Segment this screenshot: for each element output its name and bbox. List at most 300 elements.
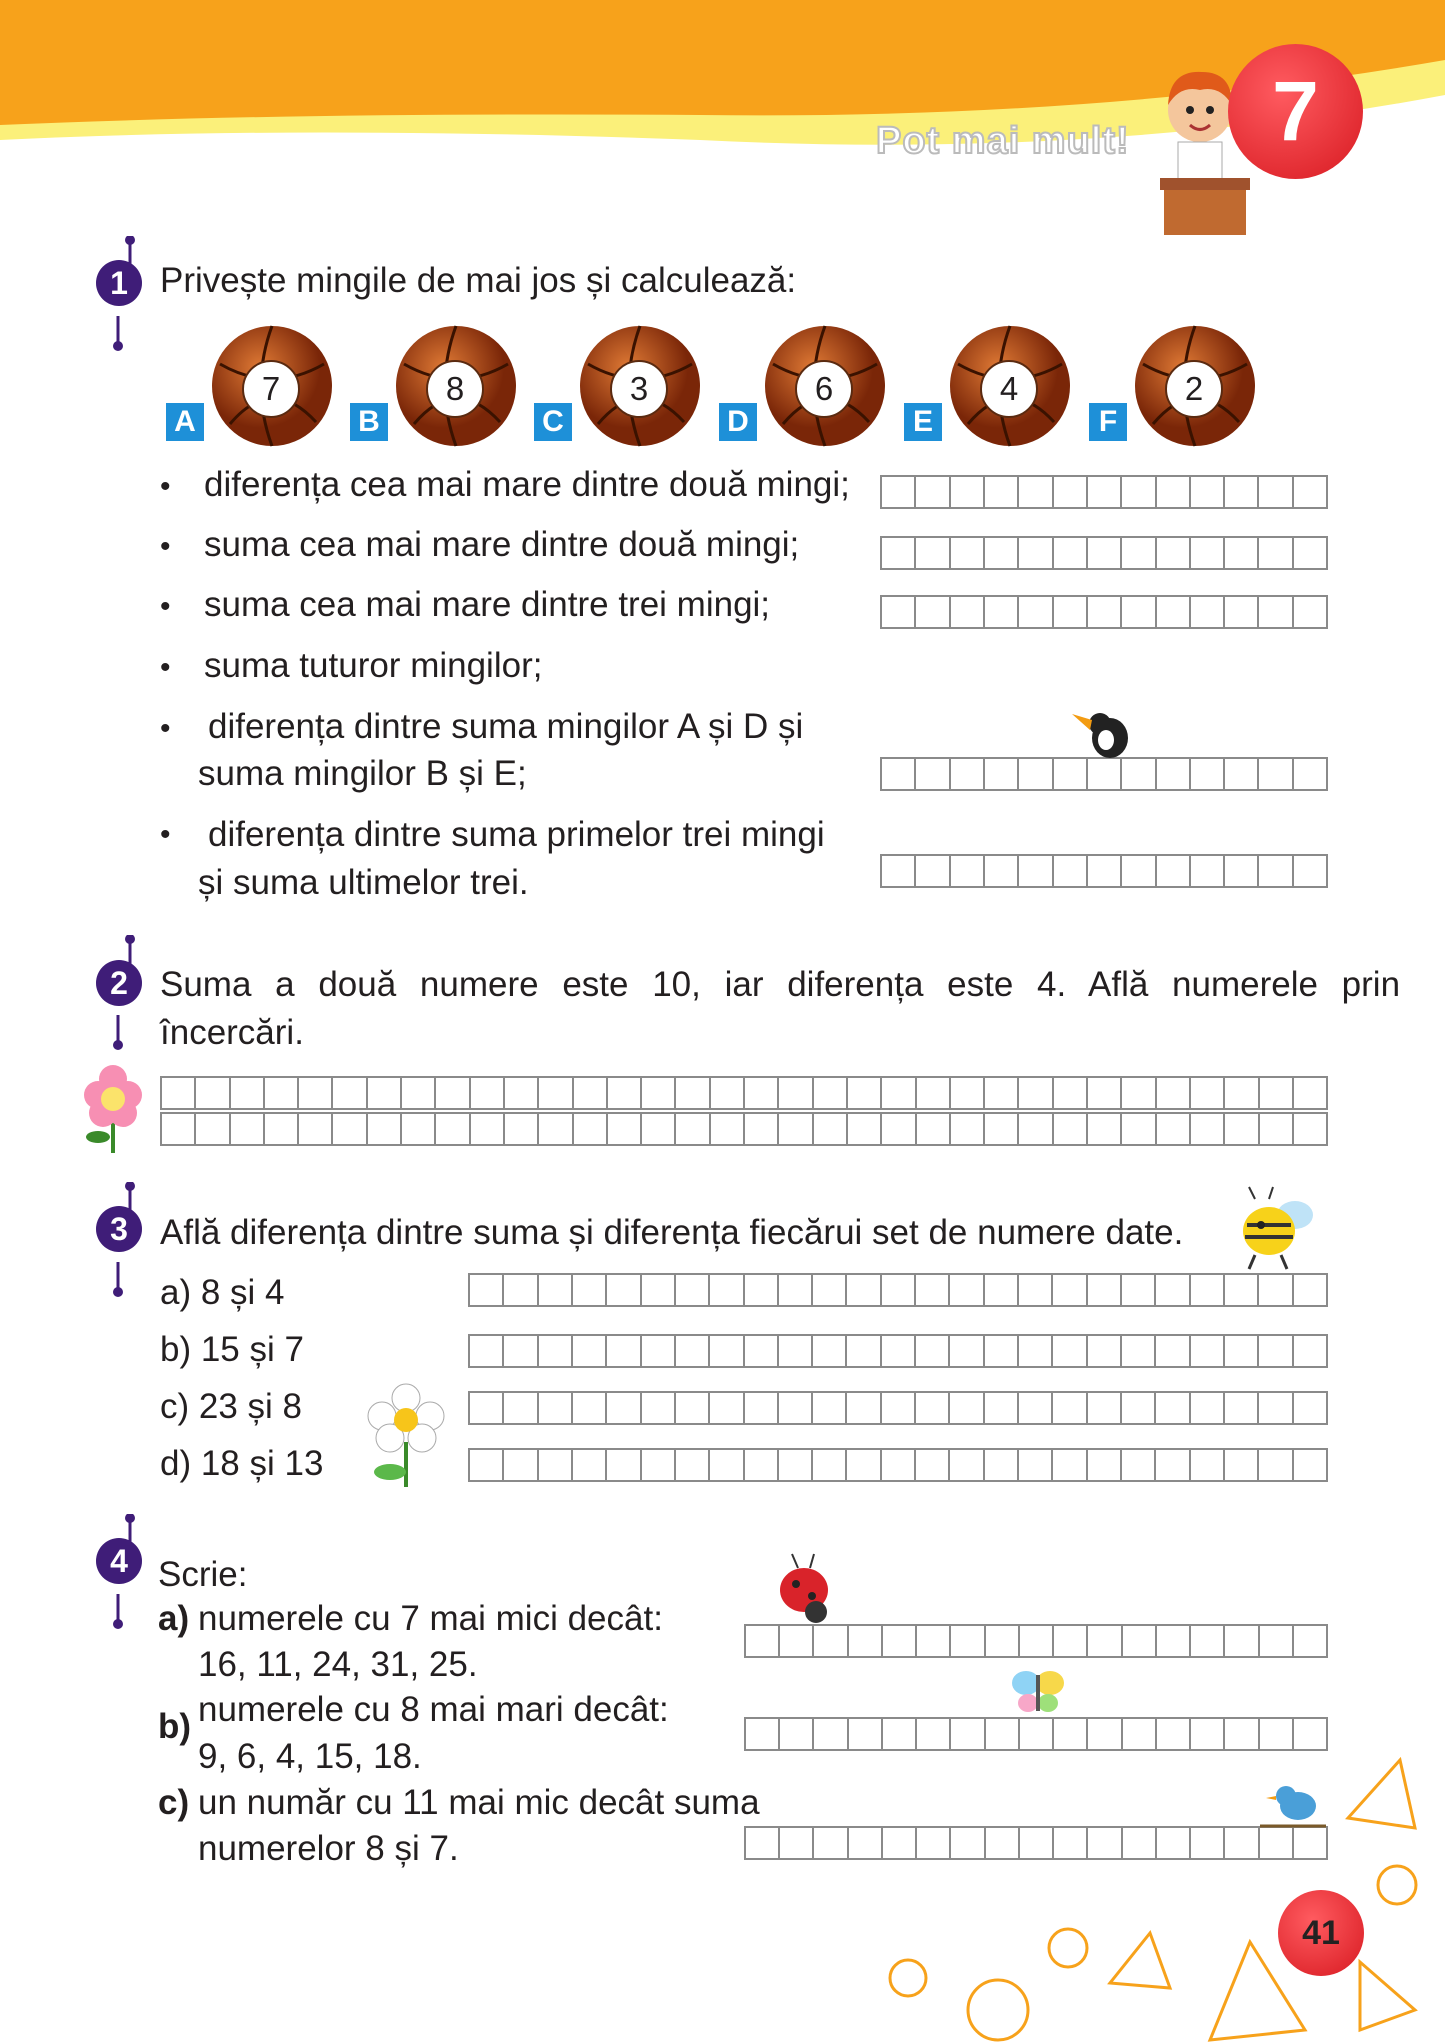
grid-cell[interactable] bbox=[265, 1114, 299, 1144]
grid-cell[interactable] bbox=[162, 1114, 196, 1144]
grid-cell[interactable] bbox=[1053, 1450, 1087, 1480]
grid-cell[interactable] bbox=[1294, 1275, 1326, 1305]
grid-cell[interactable] bbox=[917, 1114, 951, 1144]
grid-cell[interactable] bbox=[916, 1275, 950, 1305]
grid-cell[interactable] bbox=[1053, 1275, 1087, 1305]
answer-grid[interactable] bbox=[880, 854, 1328, 888]
grid-cell[interactable] bbox=[1122, 597, 1156, 627]
ex3-item: a) 8 și 4 bbox=[160, 1273, 285, 1312]
grid-cell[interactable] bbox=[916, 1393, 950, 1423]
grid-cell[interactable] bbox=[1020, 1626, 1054, 1656]
grid-cell[interactable] bbox=[882, 597, 916, 627]
grid-cell[interactable] bbox=[573, 1450, 607, 1480]
grid-cell[interactable] bbox=[1088, 477, 1122, 507]
ball-label: E bbox=[904, 403, 942, 441]
grid-cell[interactable] bbox=[1053, 1336, 1087, 1366]
grid-cell[interactable] bbox=[1053, 1393, 1087, 1423]
grid-cell[interactable] bbox=[1225, 1393, 1259, 1423]
grid-cell[interactable] bbox=[916, 856, 950, 886]
grid-cell[interactable] bbox=[1123, 1626, 1157, 1656]
grid-cell[interactable] bbox=[470, 1336, 504, 1366]
grid-cell[interactable] bbox=[1259, 1275, 1293, 1305]
grid-cell[interactable] bbox=[642, 1114, 676, 1144]
grid-cell[interactable] bbox=[985, 1393, 1019, 1423]
grid-cell[interactable] bbox=[642, 1393, 676, 1423]
grid-cell[interactable] bbox=[1054, 856, 1088, 886]
grid-cell[interactable] bbox=[231, 1078, 265, 1108]
grid-cell[interactable] bbox=[1122, 1275, 1156, 1305]
grid-cell[interactable] bbox=[985, 597, 1019, 627]
grid-cell[interactable] bbox=[1191, 597, 1225, 627]
grid-cell[interactable] bbox=[539, 1450, 573, 1480]
grid-cell[interactable] bbox=[813, 1336, 847, 1366]
grid-cell[interactable] bbox=[779, 1078, 813, 1108]
ball-label: C bbox=[534, 403, 572, 441]
grid-cell[interactable] bbox=[950, 1393, 984, 1423]
grid-cell[interactable] bbox=[950, 1336, 984, 1366]
grid-cell[interactable] bbox=[1294, 597, 1326, 627]
grid-cell[interactable] bbox=[299, 1078, 333, 1108]
grid-cell[interactable] bbox=[1191, 1450, 1225, 1480]
grid-cell[interactable] bbox=[882, 1450, 916, 1480]
grid-cell[interactable] bbox=[1294, 856, 1326, 886]
grid-cell[interactable] bbox=[882, 1078, 916, 1108]
grid-cell[interactable] bbox=[539, 1078, 573, 1108]
grid-cell[interactable] bbox=[813, 1393, 847, 1423]
grid-cell[interactable] bbox=[368, 1114, 402, 1144]
grid-cell[interactable] bbox=[1088, 1275, 1122, 1305]
grid-cell[interactable] bbox=[985, 1275, 1019, 1305]
grid-cell[interactable] bbox=[1259, 856, 1293, 886]
grid-cell[interactable] bbox=[847, 1336, 881, 1366]
decorative-shapes bbox=[880, 1730, 1445, 2043]
grid-cell[interactable] bbox=[951, 759, 985, 789]
grid-cell[interactable] bbox=[1156, 1393, 1190, 1423]
grid-cell[interactable] bbox=[196, 1114, 230, 1144]
grid-cell[interactable] bbox=[951, 1078, 985, 1108]
grid-cell[interactable] bbox=[916, 477, 950, 507]
bullet-icon: • bbox=[160, 712, 171, 745]
grid-cell[interactable] bbox=[1122, 1336, 1156, 1366]
grid-cell[interactable] bbox=[746, 1719, 780, 1749]
grid-cell[interactable] bbox=[471, 1114, 505, 1144]
grid-cell[interactable] bbox=[917, 1626, 951, 1656]
ball-value: 4 bbox=[980, 360, 1038, 418]
answer-grid[interactable] bbox=[880, 475, 1328, 509]
grid-cell[interactable] bbox=[1122, 538, 1156, 568]
grid-cell[interactable] bbox=[985, 856, 1019, 886]
grid-cell[interactable] bbox=[711, 1078, 745, 1108]
grid-cell[interactable] bbox=[1122, 1393, 1156, 1423]
grid-cell[interactable] bbox=[1259, 538, 1293, 568]
grid-cell[interactable] bbox=[1225, 1078, 1259, 1108]
answer-grid[interactable] bbox=[468, 1273, 1328, 1307]
grid-cell[interactable] bbox=[470, 1275, 504, 1305]
grid-cell[interactable] bbox=[780, 1719, 814, 1749]
grid-cell[interactable] bbox=[745, 1336, 779, 1366]
grid-cell[interactable] bbox=[950, 1275, 984, 1305]
grid-cell[interactable] bbox=[573, 1393, 607, 1423]
grid-cell[interactable] bbox=[1191, 1114, 1225, 1144]
ex3-item: c) 23 și 8 bbox=[160, 1387, 302, 1426]
grid-cell[interactable] bbox=[574, 1114, 608, 1144]
grid-cell[interactable] bbox=[710, 1393, 744, 1423]
answer-grid[interactable] bbox=[880, 595, 1328, 629]
ex1-item: diferența dintre suma primelor trei mingi bbox=[208, 815, 825, 854]
grid-cell[interactable] bbox=[1019, 856, 1053, 886]
grid-cell[interactable] bbox=[1157, 759, 1191, 789]
grid-cell[interactable] bbox=[1088, 538, 1122, 568]
grid-cell[interactable] bbox=[1260, 1078, 1294, 1108]
grid-cell[interactable] bbox=[745, 1078, 779, 1108]
grid-cell[interactable] bbox=[573, 1336, 607, 1366]
grid-cell[interactable] bbox=[882, 759, 916, 789]
grid-cell[interactable] bbox=[642, 1336, 676, 1366]
grid-cell[interactable] bbox=[916, 1336, 950, 1366]
grid-cell[interactable] bbox=[985, 1450, 1019, 1480]
grid-cell[interactable] bbox=[882, 1393, 916, 1423]
basketball-icon bbox=[763, 324, 887, 448]
grid-cell[interactable] bbox=[779, 1114, 813, 1144]
grid-cell[interactable] bbox=[642, 1275, 676, 1305]
grid-cell[interactable] bbox=[1191, 1626, 1225, 1656]
grid-cell[interactable] bbox=[882, 477, 916, 507]
grid-cell[interactable] bbox=[1157, 538, 1191, 568]
ex3-instruction: Află diferența dintre suma și diferența fiecărui set de numere date. bbox=[160, 1213, 1184, 1252]
grid-cell[interactable] bbox=[1294, 538, 1326, 568]
grid-cell[interactable] bbox=[985, 477, 1019, 507]
grid-cell[interactable] bbox=[883, 1626, 917, 1656]
grid-cell[interactable] bbox=[1260, 1626, 1294, 1656]
grid-cell[interactable] bbox=[231, 1114, 265, 1144]
grid-cell[interactable] bbox=[1294, 1393, 1326, 1423]
grid-cell[interactable] bbox=[1019, 538, 1053, 568]
ex4-b-line2: 9, 6, 4, 15, 18. bbox=[198, 1737, 422, 1776]
grid-cell[interactable] bbox=[504, 1393, 538, 1423]
grid-cell[interactable] bbox=[1088, 1450, 1122, 1480]
grid-cell[interactable] bbox=[539, 1275, 573, 1305]
grid-cell[interactable] bbox=[848, 1114, 882, 1144]
grid-cell[interactable] bbox=[504, 1275, 538, 1305]
grid-cell[interactable] bbox=[1191, 477, 1225, 507]
grid-cell[interactable] bbox=[1225, 1114, 1259, 1144]
lesson-number: 7 bbox=[1272, 64, 1319, 158]
grid-cell[interactable] bbox=[847, 1275, 881, 1305]
grid-cell[interactable] bbox=[607, 1336, 641, 1366]
grid-cell[interactable] bbox=[1157, 477, 1191, 507]
grid-cell[interactable] bbox=[1054, 1626, 1088, 1656]
grid-cell[interactable] bbox=[676, 1078, 710, 1108]
grid-cell[interactable] bbox=[574, 1078, 608, 1108]
grid-cell[interactable] bbox=[711, 1114, 745, 1144]
grid-cell[interactable] bbox=[402, 1078, 436, 1108]
grid-cell[interactable] bbox=[710, 1450, 744, 1480]
grid-cell[interactable] bbox=[1157, 1114, 1191, 1144]
bullet-icon: • bbox=[160, 470, 171, 503]
grid-cell[interactable] bbox=[505, 1078, 539, 1108]
grid-cell[interactable] bbox=[1054, 1114, 1088, 1144]
grid-cell[interactable] bbox=[1294, 1336, 1326, 1366]
grid-cell[interactable] bbox=[196, 1078, 230, 1108]
grid-cell[interactable] bbox=[1225, 538, 1259, 568]
grid-cell[interactable] bbox=[1088, 597, 1122, 627]
page-number: 41 bbox=[1302, 1913, 1340, 1952]
grid-cell[interactable] bbox=[745, 1275, 779, 1305]
answer-grid[interactable] bbox=[468, 1334, 1328, 1368]
grid-cell[interactable] bbox=[1225, 1336, 1259, 1366]
grid-cell[interactable] bbox=[950, 1450, 984, 1480]
grid-cell[interactable] bbox=[1019, 597, 1053, 627]
grid-cell[interactable] bbox=[1122, 1078, 1156, 1108]
grid-cell[interactable] bbox=[676, 1450, 710, 1480]
grid-cell[interactable] bbox=[1122, 856, 1156, 886]
grid-cell[interactable] bbox=[1294, 1626, 1326, 1656]
ball-value: 8 bbox=[426, 360, 484, 418]
butterfly-icon bbox=[1010, 1665, 1066, 1717]
answer-grid[interactable] bbox=[468, 1391, 1328, 1425]
grid-cell[interactable] bbox=[504, 1450, 538, 1480]
page-number-badge bbox=[1278, 1890, 1364, 1976]
grid-cell[interactable] bbox=[1122, 477, 1156, 507]
grid-cell[interactable] bbox=[849, 1719, 883, 1749]
grid-cell[interactable] bbox=[1156, 1275, 1190, 1305]
ex1-number: 1 bbox=[96, 260, 142, 306]
grid-cell[interactable] bbox=[1191, 1393, 1225, 1423]
grid-cell[interactable] bbox=[1259, 477, 1293, 507]
grid-cell[interactable] bbox=[368, 1078, 402, 1108]
answer-grid[interactable] bbox=[880, 536, 1328, 570]
grid-cell[interactable] bbox=[676, 1114, 710, 1144]
grid-cell[interactable] bbox=[402, 1114, 436, 1144]
grid-cell[interactable] bbox=[1294, 1450, 1326, 1480]
grid-cell[interactable] bbox=[1156, 1336, 1190, 1366]
grid-cell[interactable] bbox=[882, 538, 916, 568]
grid-cell[interactable] bbox=[986, 1626, 1020, 1656]
grid-cell[interactable] bbox=[746, 1626, 780, 1656]
ex3-number: 3 bbox=[96, 1206, 142, 1252]
grid-cell[interactable] bbox=[1088, 856, 1122, 886]
ex1-item-cont: suma mingilor B și E; bbox=[198, 754, 527, 793]
grid-cell[interactable] bbox=[779, 1336, 813, 1366]
ex4-title: Scrie: bbox=[158, 1555, 248, 1594]
grid-cell[interactable] bbox=[1225, 759, 1259, 789]
grid-cell[interactable] bbox=[1294, 1078, 1326, 1108]
grid-cell[interactable] bbox=[642, 1078, 676, 1108]
grid-cell[interactable] bbox=[951, 1626, 985, 1656]
grid-cell[interactable] bbox=[642, 1450, 676, 1480]
grid-cell[interactable] bbox=[1191, 1275, 1225, 1305]
grid-cell[interactable] bbox=[470, 1393, 504, 1423]
grid-cell[interactable] bbox=[1088, 1078, 1122, 1108]
grid-cell[interactable] bbox=[1054, 477, 1088, 507]
grid-cell[interactable] bbox=[1294, 1114, 1326, 1144]
grid-cell[interactable] bbox=[951, 856, 985, 886]
grid-cell[interactable] bbox=[745, 1393, 779, 1423]
ex2-line2: încercări. bbox=[160, 1013, 304, 1052]
grid-cell[interactable] bbox=[1260, 1114, 1294, 1144]
answer-grid[interactable] bbox=[160, 1112, 1328, 1146]
grid-cell[interactable] bbox=[539, 1336, 573, 1366]
grid-cell[interactable] bbox=[1225, 856, 1259, 886]
grid-cell[interactable] bbox=[814, 1078, 848, 1108]
grid-cell[interactable] bbox=[882, 856, 916, 886]
grid-cell[interactable] bbox=[813, 1450, 847, 1480]
grid-cell[interactable] bbox=[1191, 856, 1225, 886]
grid-cell[interactable] bbox=[745, 1450, 779, 1480]
grid-cell[interactable] bbox=[1019, 477, 1053, 507]
grid-cell[interactable] bbox=[676, 1336, 710, 1366]
grid-cell[interactable] bbox=[1088, 1114, 1122, 1144]
grid-cell[interactable] bbox=[916, 597, 950, 627]
grid-cell[interactable] bbox=[162, 1078, 196, 1108]
grid-cell[interactable] bbox=[471, 1078, 505, 1108]
ex3-item: b) 15 și 7 bbox=[160, 1330, 304, 1369]
grid-cell[interactable] bbox=[299, 1114, 333, 1144]
grid-cell[interactable] bbox=[1294, 477, 1326, 507]
grid-cell[interactable] bbox=[676, 1275, 710, 1305]
grid-cell[interactable] bbox=[1259, 1336, 1293, 1366]
grid-cell[interactable] bbox=[607, 1275, 641, 1305]
ex1-item: suma cea mai mare dintre două mingi; bbox=[204, 525, 800, 564]
grid-cell[interactable] bbox=[916, 1450, 950, 1480]
grid-cell[interactable] bbox=[917, 1078, 951, 1108]
grid-cell[interactable] bbox=[573, 1275, 607, 1305]
grid-cell[interactable] bbox=[470, 1450, 504, 1480]
grid-cell[interactable] bbox=[916, 759, 950, 789]
grid-cell[interactable] bbox=[1019, 1393, 1053, 1423]
grid-cell[interactable] bbox=[1225, 1275, 1259, 1305]
grid-cell[interactable] bbox=[1122, 1450, 1156, 1480]
ball-value: 3 bbox=[610, 360, 668, 418]
grid-cell[interactable] bbox=[814, 1828, 848, 1858]
grid-cell[interactable] bbox=[780, 1626, 814, 1656]
grid-cell[interactable] bbox=[951, 538, 985, 568]
grid-cell[interactable] bbox=[779, 1275, 813, 1305]
grid-cell[interactable] bbox=[916, 538, 950, 568]
grid-cell[interactable] bbox=[813, 1275, 847, 1305]
grid-cell[interactable] bbox=[1157, 597, 1191, 627]
basketball-icon bbox=[948, 324, 1072, 448]
grid-cell[interactable] bbox=[951, 477, 985, 507]
grid-cell[interactable] bbox=[1191, 538, 1225, 568]
grid-cell[interactable] bbox=[333, 1114, 367, 1144]
grid-cell[interactable] bbox=[814, 1626, 848, 1656]
grid-cell[interactable] bbox=[1191, 1078, 1225, 1108]
grid-cell[interactable] bbox=[1259, 597, 1293, 627]
ex1-item: suma cea mai mare dintre trei mingi; bbox=[204, 585, 771, 624]
grid-cell[interactable] bbox=[1157, 1626, 1191, 1656]
grid-cell[interactable] bbox=[882, 1275, 916, 1305]
ex1-item-cont: și suma ultimelor trei. bbox=[198, 863, 529, 902]
grid-cell[interactable] bbox=[1054, 1078, 1088, 1108]
grid-cell[interactable] bbox=[1019, 1336, 1053, 1366]
ex1-instruction: Privește mingile de mai jos și calculează: bbox=[160, 261, 797, 300]
grid-cell[interactable] bbox=[779, 1393, 813, 1423]
grid-cell[interactable] bbox=[608, 1078, 642, 1108]
grid-cell[interactable] bbox=[779, 1450, 813, 1480]
triangle-shape bbox=[1110, 1933, 1170, 1988]
grid-cell[interactable] bbox=[436, 1114, 470, 1144]
grid-cell[interactable] bbox=[1088, 1393, 1122, 1423]
answer-grid[interactable] bbox=[468, 1448, 1328, 1482]
answer-grid[interactable] bbox=[160, 1076, 1328, 1110]
grid-cell[interactable] bbox=[985, 1336, 1019, 1366]
grid-cell[interactable] bbox=[814, 1719, 848, 1749]
grid-cell[interactable] bbox=[1019, 759, 1053, 789]
grid-cell[interactable] bbox=[1019, 1450, 1053, 1480]
grid-cell[interactable] bbox=[1156, 1450, 1190, 1480]
grid-cell[interactable] bbox=[814, 1114, 848, 1144]
grid-cell[interactable] bbox=[1157, 1078, 1191, 1108]
grid-cell[interactable] bbox=[1191, 1336, 1225, 1366]
grid-cell[interactable] bbox=[1259, 1450, 1293, 1480]
grid-cell[interactable] bbox=[608, 1114, 642, 1144]
grid-cell[interactable] bbox=[676, 1393, 710, 1423]
grid-cell[interactable] bbox=[1088, 1626, 1122, 1656]
grid-cell[interactable] bbox=[505, 1114, 539, 1144]
grid-cell[interactable] bbox=[265, 1078, 299, 1108]
grid-cell[interactable] bbox=[710, 1275, 744, 1305]
grid-cell[interactable] bbox=[1054, 538, 1088, 568]
grid-cell[interactable] bbox=[1259, 759, 1293, 789]
grid-cell[interactable] bbox=[1259, 1393, 1293, 1423]
grid-cell[interactable] bbox=[607, 1393, 641, 1423]
ball-value: 7 bbox=[242, 360, 300, 418]
grid-cell[interactable] bbox=[849, 1626, 883, 1656]
grid-cell[interactable] bbox=[1088, 1336, 1122, 1366]
grid-cell[interactable] bbox=[1191, 759, 1225, 789]
ex2-number: 2 bbox=[96, 960, 142, 1006]
ball-label: A bbox=[166, 403, 204, 441]
grid-cell[interactable] bbox=[504, 1336, 538, 1366]
grid-cell[interactable] bbox=[985, 1114, 1019, 1144]
grid-cell[interactable] bbox=[847, 1450, 881, 1480]
grid-cell[interactable] bbox=[1019, 1114, 1053, 1144]
bullet-icon: • bbox=[160, 530, 171, 563]
grid-cell[interactable] bbox=[1225, 1450, 1259, 1480]
grid-cell[interactable] bbox=[539, 1114, 573, 1144]
grid-cell[interactable] bbox=[1054, 597, 1088, 627]
grid-cell[interactable] bbox=[985, 1078, 1019, 1108]
grid-cell[interactable] bbox=[333, 1078, 367, 1108]
grid-cell[interactable] bbox=[1157, 856, 1191, 886]
grid-cell[interactable] bbox=[882, 1336, 916, 1366]
grid-cell[interactable] bbox=[1294, 759, 1326, 789]
grid-cell[interactable] bbox=[1019, 1275, 1053, 1305]
grid-cell[interactable] bbox=[710, 1336, 744, 1366]
grid-cell[interactable] bbox=[985, 538, 1019, 568]
grid-cell[interactable] bbox=[985, 759, 1019, 789]
grid-cell[interactable] bbox=[951, 597, 985, 627]
grid-cell[interactable] bbox=[847, 1393, 881, 1423]
grid-cell[interactable] bbox=[848, 1078, 882, 1108]
grid-cell[interactable] bbox=[951, 1114, 985, 1144]
grid-cell[interactable] bbox=[436, 1078, 470, 1108]
grid-cell[interactable] bbox=[1019, 1078, 1053, 1108]
grid-cell[interactable] bbox=[607, 1450, 641, 1480]
grid-cell[interactable] bbox=[1225, 1626, 1259, 1656]
grid-cell[interactable] bbox=[539, 1393, 573, 1423]
grid-cell[interactable] bbox=[849, 1828, 883, 1858]
grid-cell[interactable] bbox=[745, 1114, 779, 1144]
grid-cell[interactable] bbox=[1225, 597, 1259, 627]
grid-cell[interactable] bbox=[1122, 1114, 1156, 1144]
grid-cell[interactable] bbox=[780, 1828, 814, 1858]
grid-cell[interactable] bbox=[882, 1114, 916, 1144]
grid-cell[interactable] bbox=[1225, 477, 1259, 507]
answer-grid[interactable] bbox=[744, 1624, 1328, 1658]
grid-cell[interactable] bbox=[746, 1828, 780, 1858]
